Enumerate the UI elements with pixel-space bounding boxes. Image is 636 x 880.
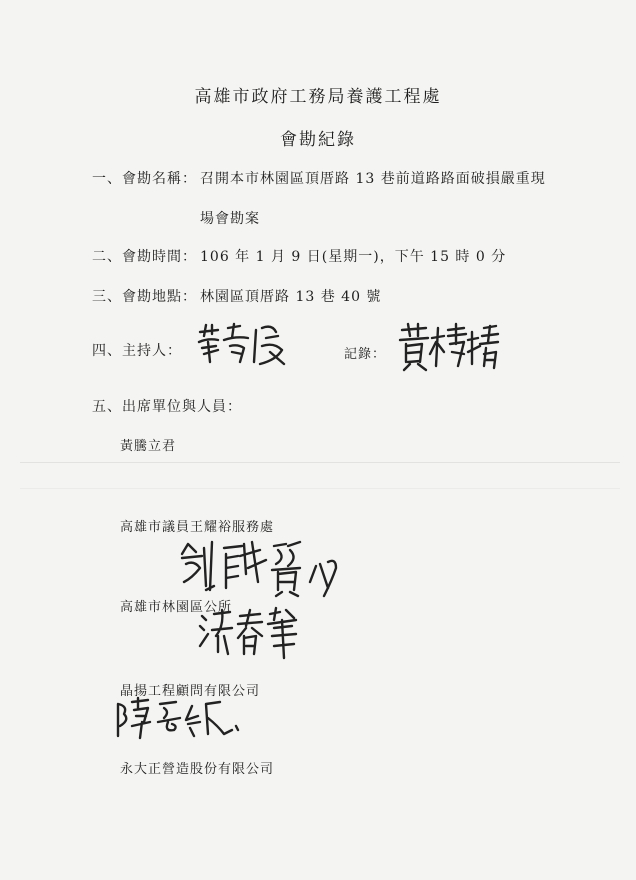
host-signature	[196, 322, 288, 368]
meeting-name-value: 召開本市林園區頂厝路 13 巷前道路路面破損嚴重現	[200, 171, 546, 187]
document-title: 會勘紀錄	[280, 130, 356, 150]
attendee-unit-1: 黃騰立君	[120, 439, 177, 454]
meeting-location-value: 林園區頂厝路 13 巷 40 號	[200, 289, 382, 305]
attendee-unit-2: 高雄市議員王耀裕服務處	[120, 520, 275, 535]
scan-artifact-line	[20, 462, 620, 463]
attendee-unit-4: 晶揚工程顧問有限公司	[120, 684, 261, 699]
attendee-signature-2	[178, 538, 338, 598]
attendee-unit-3: 高雄市林園區公所	[120, 600, 233, 615]
meeting-location-label: 三、會勘地點：	[92, 289, 197, 305]
meeting-time-label: 二、會勘時間：	[92, 249, 197, 265]
attendee-signature-4	[114, 696, 242, 740]
recorder-label: 記錄：	[344, 347, 387, 362]
host-label: 四、主持人：	[92, 343, 182, 359]
meeting-name-value-cont: 場會勘案	[200, 211, 260, 227]
recorder-signature	[398, 322, 502, 372]
attendee-signature-3	[196, 606, 300, 660]
attendee-unit-5: 永大正營造股份有限公司	[120, 762, 275, 777]
scan-artifact-line	[20, 488, 620, 489]
attendees-label: 五、出席單位與人員：	[92, 399, 242, 415]
agency-title: 高雄市政府工務局養護工程處	[194, 87, 442, 107]
meeting-time-value: 106 年 1 月 9 日(星期一)，下午 15 時 0 分	[200, 249, 507, 265]
meeting-name-label: 一、會勘名稱：	[92, 171, 197, 187]
